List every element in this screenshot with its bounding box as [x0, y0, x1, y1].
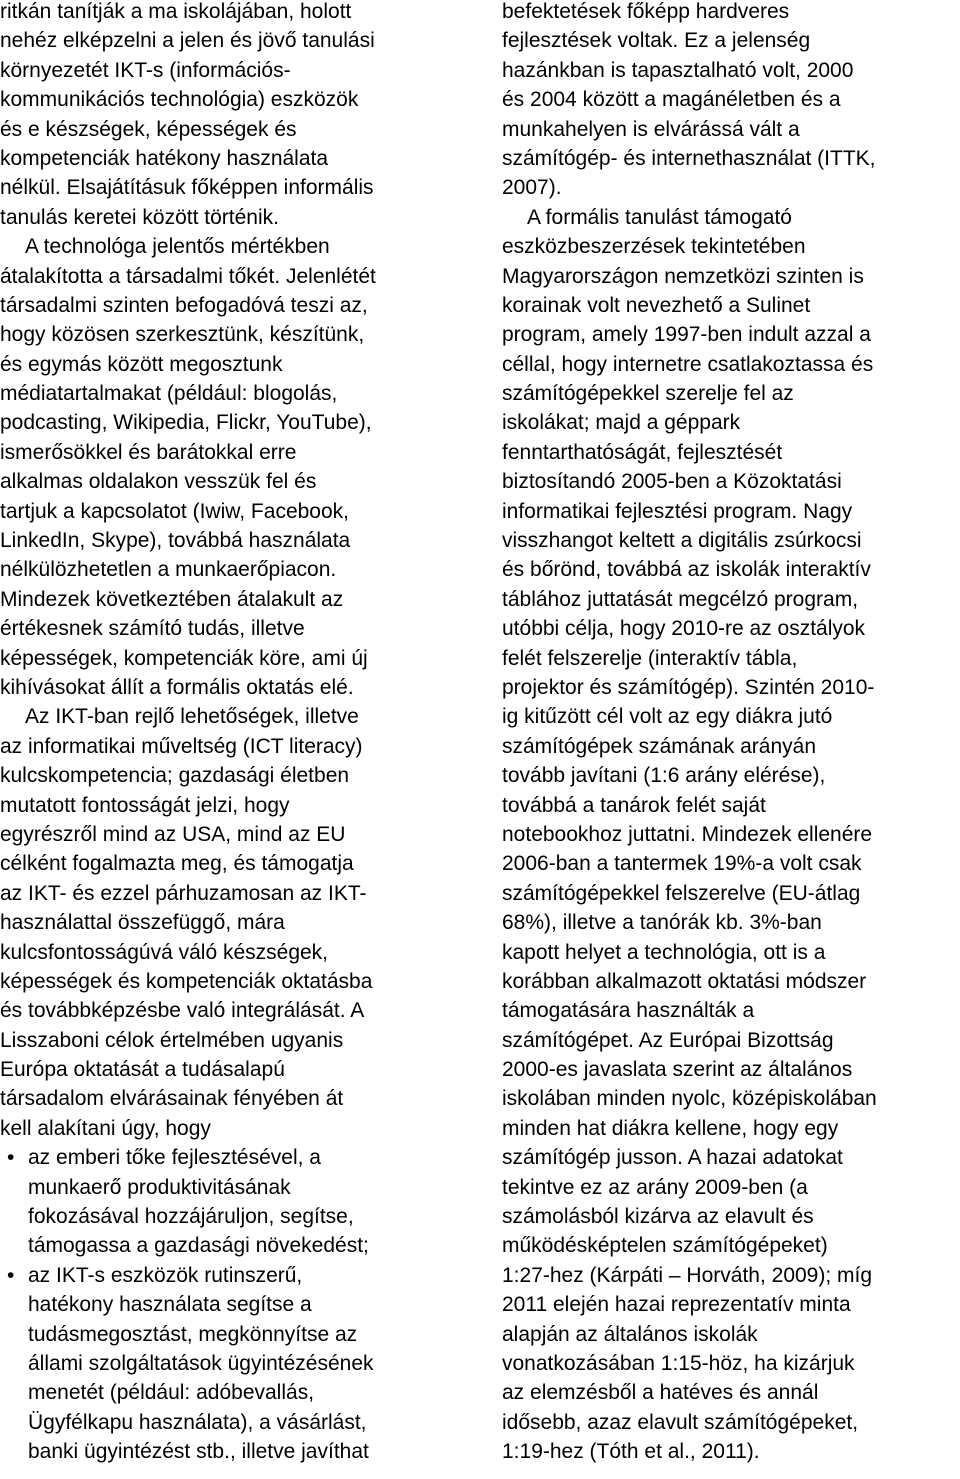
line-text: számítógépek számának arányán — [502, 734, 817, 758]
line-text: Európa oktatását a tudásalapú — [0, 1058, 285, 1082]
right-column-line — [502, 408, 960, 437]
line-text: számítógép jusson. A hazai adatokat — [502, 1146, 843, 1170]
left-column-line — [0, 262, 462, 291]
right-column-line — [502, 1261, 960, 1290]
left-column-line — [0, 1143, 462, 1172]
left-column-line — [0, 702, 462, 731]
right-column-line — [502, 1320, 960, 1349]
line-text: kompetenciák hatékony használata — [0, 146, 329, 170]
right-column-line — [502, 320, 960, 349]
right-column-line — [502, 262, 960, 291]
line-text: ritkán tanítják a ma iskolájában, holott — [0, 0, 352, 23]
line-text: tovább javítani (1:6 arány elérése), — [502, 764, 826, 788]
left-column-line — [0, 644, 462, 673]
line-text: 2006-ban a tantermek 19%-a volt csak — [502, 852, 862, 876]
line-text: értékesnek számító tudás, illetve — [0, 617, 305, 641]
line-text: számolásból kizárva az elavult és — [502, 1205, 814, 1229]
right-column-line — [502, 1114, 960, 1143]
left-column-line — [0, 555, 462, 584]
line-text: minden hat diákra kellene, hogy egy — [502, 1116, 839, 1140]
left-column-line — [0, 908, 462, 937]
right-column-line — [502, 350, 960, 379]
right-column-line — [502, 1408, 960, 1437]
right-column-line — [502, 115, 960, 144]
line-text: projektor és számítógép). Szintén 2010- — [502, 675, 875, 699]
right-column-line — [502, 0, 960, 26]
line-text: tekintve ez az arány 2009-ben (a — [502, 1175, 808, 1199]
line-text: céllal, hogy internetre csatlakoztassa és — [502, 352, 874, 376]
line-text: eszközbeszerzések tekintetében — [502, 235, 806, 259]
left-column-line — [0, 320, 462, 349]
line-text: képességek, kompetenciák köre, ami új — [0, 646, 368, 670]
line-text: kell alakítani úgy, hogy — [0, 1116, 211, 1140]
right-column-line — [502, 1084, 960, 1113]
right-column-line — [502, 173, 960, 202]
line-text: munkaerő produktivitásának — [28, 1175, 291, 1199]
right-column-line — [502, 996, 960, 1025]
left-column-line — [0, 144, 462, 173]
right-column-line — [502, 144, 960, 173]
line-text: 2000-es javaslata szerint az általános — [502, 1058, 853, 1082]
right-column-line — [502, 1173, 960, 1202]
line-text: Mindezek következtében átalakult az — [0, 587, 344, 611]
right-column-line — [502, 732, 960, 761]
line-text: fejlesztések voltak. Ez a jelenség — [502, 29, 811, 53]
left-column-line — [0, 526, 462, 555]
line-text: program, amely 1997-ben indult azzal a — [502, 323, 871, 347]
line-text: felét felszerelje (interaktív tábla, — [502, 646, 798, 670]
line-text: táblához juttatását megcélzó program, — [502, 587, 859, 611]
line-text: biztosítandó 2005-ben a Közoktatási — [502, 470, 842, 494]
line-text: korainak volt nevezhető a Sulinet — [502, 293, 811, 317]
right-column-line — [502, 1026, 960, 1055]
line-text: alapján az általános iskolák — [502, 1322, 758, 1346]
right-column-line — [502, 232, 960, 261]
left-column-line — [0, 379, 462, 408]
bullet-marker: • — [7, 1146, 15, 1170]
line-text: munkahelyen is elvárássá vált a — [502, 117, 800, 141]
line-text: használattal összefüggő, mára — [0, 911, 285, 935]
line-text: utóbbi célja, hogy 2010-re az osztályok — [502, 617, 866, 641]
line-text: kulcsfontosságúvá váló készségek, — [0, 940, 329, 964]
right-column-line — [502, 967, 960, 996]
left-column-line — [0, 1084, 462, 1113]
left-column-line — [0, 585, 462, 614]
line-text: idősebb, azaz elavult számítógépeket, — [502, 1410, 859, 1434]
line-text: tudásmegosztást, megkönnyítse az — [28, 1322, 358, 1346]
left-column-line — [0, 1290, 462, 1319]
line-text: hatékony használata segítse a — [28, 1293, 312, 1317]
line-text: menetét (például: adóbevallás, — [28, 1381, 315, 1405]
line-text: társadalmi szinten befogadóvá teszi az, — [0, 293, 368, 317]
line-text: médiatartalmakat (például: blogolás, — [0, 382, 338, 406]
line-text: kihívásokat állít a formális oktatás elé. — [0, 675, 354, 699]
left-column-line — [0, 203, 462, 232]
left-column-line — [0, 438, 462, 467]
line-text: és 2004 között a magánéletben és a — [502, 88, 841, 112]
line-text: hogy közösen szerkesztünk, készítünk, — [0, 323, 365, 347]
line-text: számítógépekkel szerelje fel az — [502, 382, 794, 406]
line-text: az elemzésből a hatéves és annál — [502, 1381, 819, 1405]
left-column-line — [0, 467, 462, 496]
line-text: egyrészről mind az USA, mind az EU — [0, 822, 346, 846]
line-text: alkalmas oldalakon vesszük fel és — [0, 470, 317, 494]
line-text: nélkülözhetetlen a munkaerőpiacon. — [0, 558, 337, 582]
right-column-line — [502, 1143, 960, 1172]
left-column-line — [0, 1173, 462, 1202]
line-text: Az IKT-ban rejlő lehetőségek, illetve — [25, 705, 359, 729]
line-text: informatikai fejlesztési program. Nagy — [502, 499, 853, 523]
line-text: működésképtelen számítógépeket) — [502, 1234, 828, 1258]
left-column-line — [0, 56, 462, 85]
right-column-line — [502, 614, 960, 643]
left-column-line — [0, 1055, 462, 1084]
left-column-line — [0, 879, 462, 908]
line-text: fenntarthatóságát, fejlesztését — [502, 440, 783, 464]
line-text: tanulás keretei között történik. — [0, 205, 279, 229]
line-text: visszhangot keltett a digitális zsúrkocsi — [502, 529, 862, 553]
line-text: hazánkban is tapasztalható volt, 2000 — [502, 58, 854, 82]
left-column-line — [0, 1202, 462, 1231]
left-column-line — [0, 173, 462, 202]
right-column-line — [502, 26, 960, 55]
right-column-line — [502, 438, 960, 467]
right-column-line — [502, 1202, 960, 1231]
right-column-line — [502, 467, 960, 496]
line-text: az IKT-s eszközök rutinszerű, — [28, 1263, 303, 1287]
line-text: az IKT- és ezzel párhuzamosan az IKT- — [0, 881, 367, 905]
right-column-line — [502, 1231, 960, 1260]
line-text: tartjuk a kapcsolatot (Iwiw, Facebook, — [0, 499, 349, 523]
line-text: kommunikációs technológia) eszközök — [0, 88, 359, 112]
line-text: 68%), illetve a tanórák kb. 3%-ban — [502, 911, 822, 935]
line-text: LinkedIn, Skype), továbbá használata — [0, 529, 351, 553]
left-column-line — [0, 1408, 462, 1437]
line-text: és e készségek, képességek és — [0, 117, 297, 141]
line-text: és egymás között megosztunk — [0, 352, 283, 376]
right-column-line — [502, 791, 960, 820]
right-column-line — [502, 56, 960, 85]
right-column-line — [502, 879, 960, 908]
line-text: számítógépet. Az Európai Bizottság — [502, 1028, 834, 1052]
line-text: banki ügyintézést stb., illetve javíthat — [28, 1440, 369, 1464]
left-column-line — [0, 0, 462, 26]
left-column-line — [0, 85, 462, 114]
line-text: podcasting, Wikipedia, Flickr, YouTube), — [0, 411, 372, 435]
right-column-line — [502, 526, 960, 555]
right-column-line — [502, 291, 960, 320]
line-text: 2007). — [502, 176, 562, 200]
left-column-line — [0, 1349, 462, 1378]
line-text: környezetét IKT-s (információs- — [0, 58, 291, 82]
right-column-line — [502, 585, 960, 614]
right-column-line — [502, 761, 960, 790]
line-text: befektetések főképp hardveres — [502, 0, 790, 23]
bullet-marker: • — [7, 1263, 15, 1287]
left-column-line — [0, 1231, 462, 1260]
line-text: az emberi tőke fejlesztésével, a — [28, 1146, 321, 1170]
right-column-line — [502, 1349, 960, 1378]
left-column-line — [0, 996, 462, 1025]
left-column-line — [0, 1378, 462, 1407]
right-text-column — [502, 0, 960, 1467]
right-column-line — [502, 203, 960, 232]
line-text: képességek és kompetenciák oktatásba — [0, 969, 373, 993]
line-text: továbbá a tanárok felét saját — [502, 793, 766, 817]
left-column-line — [0, 26, 462, 55]
left-column-line — [0, 1320, 462, 1349]
left-column-line — [0, 1261, 462, 1290]
left-column-line — [0, 614, 462, 643]
line-text: mutatott fontosságát jelzi, hogy — [0, 793, 290, 817]
line-text: 2011 elején hazai reprezentatív minta — [502, 1293, 851, 1317]
right-column-line — [502, 644, 960, 673]
line-text: átalakította a társadalmi tőkét. Jelenlétét — [0, 264, 376, 288]
left-column-line — [0, 791, 462, 820]
right-column-line — [502, 1378, 960, 1407]
line-text: 1:27-hez (Kárpáti – Horváth, 2009); míg — [502, 1263, 873, 1287]
line-text: támogassa a gazdasági növekedést; — [28, 1234, 369, 1258]
left-column-line — [0, 938, 462, 967]
line-text: és továbbképzésbe való integrálását. A — [0, 999, 365, 1023]
line-text: iskolákat; majd a géppark — [502, 411, 741, 435]
line-text: támogatására használták a — [502, 999, 755, 1023]
line-text: ismerősökkel és barátokkal erre — [0, 440, 297, 464]
right-column-line — [502, 379, 960, 408]
line-text: nélkül. Elsajátításuk főképpen informális — [0, 176, 374, 200]
line-text: számítógépekkel felszerelve (EU-átlag — [502, 881, 861, 905]
right-column-line — [502, 820, 960, 849]
line-text: Magyarországon nemzetközi szinten is — [502, 264, 864, 288]
right-column-line — [502, 702, 960, 731]
line-text: A technológa jelentős mértékben — [25, 235, 330, 259]
left-column-line — [0, 1114, 462, 1143]
line-text: notebookhoz juttatni. Mindezek ellenére — [502, 822, 873, 846]
right-column-line — [502, 849, 960, 878]
right-column-line — [502, 908, 960, 937]
left-column-line — [0, 408, 462, 437]
line-text: kulcskompetencia; gazdasági életben — [0, 764, 350, 788]
right-column-line — [502, 938, 960, 967]
left-column-line — [0, 497, 462, 526]
left-column-line — [0, 1026, 462, 1055]
left-column-line — [0, 1437, 462, 1466]
line-text: A formális tanulást támogató — [527, 205, 792, 229]
right-column-line — [502, 673, 960, 702]
left-column-line — [0, 761, 462, 790]
left-column-line — [0, 291, 462, 320]
line-text: vonatkozásában 1:15-höz, ha kizárjuk — [502, 1351, 855, 1375]
line-text: Lisszaboni célok értelmében ugyanis — [0, 1028, 344, 1052]
line-text: és bőrönd, továbbá az iskolák interaktív — [502, 558, 871, 582]
right-column-line — [502, 1055, 960, 1084]
left-column-line — [0, 115, 462, 144]
line-text: Ügyfélkapu használata), a vásárlást, — [28, 1410, 367, 1434]
line-text: kapott helyet a technológia, ott is a — [502, 940, 826, 964]
left-column-line — [0, 350, 462, 379]
line-text: iskolában minden nyolc, középiskolában — [502, 1087, 877, 1111]
left-column-line — [0, 673, 462, 702]
line-text: az informatikai műveltség (ICT literacy) — [0, 734, 363, 758]
right-column-line — [502, 497, 960, 526]
line-text: állami szolgáltatások ügyintézésének — [28, 1351, 374, 1375]
right-column-line — [502, 555, 960, 584]
right-column-line — [502, 1437, 960, 1466]
left-text-column — [0, 0, 462, 1467]
line-text: számítógép- és internethasználat (ITTK, — [502, 146, 876, 170]
line-text: 1:19-hez (Tóth et al., 2011). — [502, 1440, 760, 1464]
line-text: társadalom elvárásainak fényében át — [0, 1087, 344, 1111]
left-column-line — [0, 849, 462, 878]
line-text: célként fogalmazta meg, és támogatja — [0, 852, 354, 876]
right-column-line — [502, 85, 960, 114]
left-column-line — [0, 732, 462, 761]
left-column-line — [0, 232, 462, 261]
line-text: ig kitűzött cél volt az egy diákra jutó — [502, 705, 833, 729]
line-text: fokozásával hozzájáruljon, segítse, — [28, 1205, 354, 1229]
line-text: korábban alkalmazott oktatási módszer — [502, 969, 867, 993]
left-column-line — [0, 967, 462, 996]
line-text: nehéz elképzelni a jelen és jövő tanulási — [0, 29, 375, 53]
right-column-line — [502, 1290, 960, 1319]
left-column-line — [0, 820, 462, 849]
